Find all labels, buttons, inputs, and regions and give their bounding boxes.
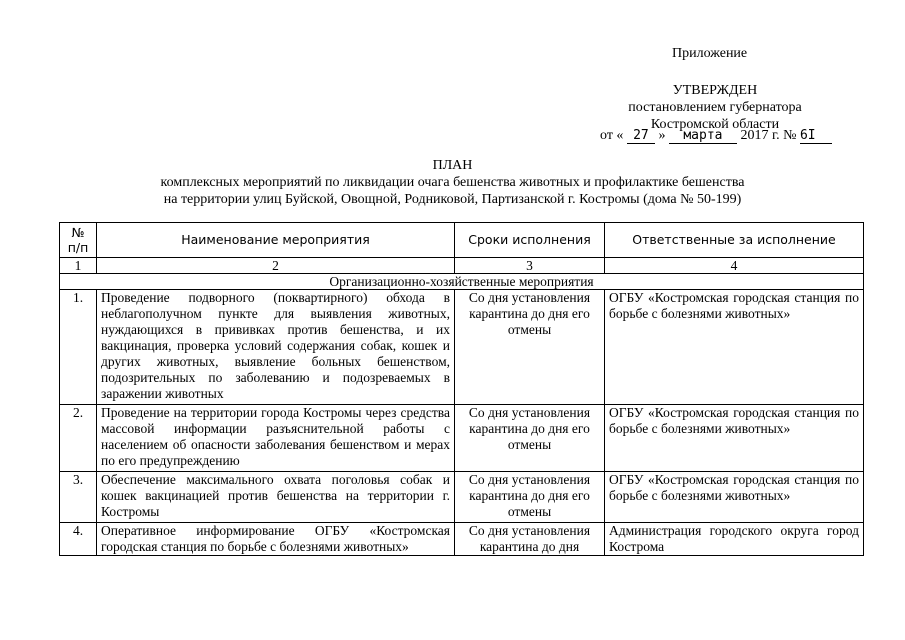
row-action: Проведение на территории города Костромы через средства массовой информации разъяснительной работы с населением об опасности заболевания бешенством и мерах по его предупреждению (97, 405, 455, 472)
row-number: 3. (60, 472, 97, 523)
row-term: Со дня установления карантина до дня его отмены (455, 405, 605, 472)
date-day: 27 (627, 128, 655, 144)
section-row (60, 274, 864, 290)
plan-title-heading: ПЛАН (432, 158, 473, 173)
section-title: Организационно-хозяйственные мероприятия (60, 274, 864, 290)
approved-heading: УТВЕРЖДЕН (672, 83, 758, 98)
row-action: Обеспечение максимального охвата поголовья собак и кошек вакцинацией против бешенства на территории г. Костромы (97, 472, 455, 523)
header-num: № п/п (60, 223, 97, 258)
row-action: Проведение подворного (поквартирного) обхода в неблагополучном пункте для выявления животных, нуждающихся в прививках против бешенства, и их вакцинация, проверка условий содержания собак, кошек и других животных, выявление больных бешенством, подозрительных по заболеванию и подозреваемых в заражении животных (97, 290, 455, 405)
row-number: 1. (60, 290, 97, 405)
row-term: Со дня установления карантина до дня (455, 523, 605, 556)
decree-line-1: постановлением губернатора (628, 100, 802, 115)
row-number: 2. (60, 405, 97, 472)
plan-title (0, 157, 905, 208)
appendix-label: Приложение (672, 46, 748, 61)
column-index: 3 (455, 258, 605, 274)
date-prefix: от « (600, 128, 624, 143)
column-index-row (60, 258, 864, 274)
plan-table (59, 222, 864, 556)
decree-line-2: Костромской области (650, 117, 780, 132)
header-name: Наименование мероприятия (97, 223, 455, 258)
date-month: марта (669, 128, 737, 144)
date-year: 2017 г. № (740, 128, 797, 143)
row-responsible: ОГБУ «Костромская городская станция по борьбе с болезнями животных» (605, 405, 864, 472)
table-row (60, 290, 864, 405)
row-responsible: Администрация городского округа город Кострома (605, 523, 864, 556)
column-index: 2 (97, 258, 455, 274)
table-row (60, 405, 864, 472)
table-row (60, 472, 864, 523)
decree-date-line (600, 128, 832, 144)
column-index: 4 (605, 258, 864, 274)
plan-title-line-3: на территории улиц Буйской, Овощной, Родниковой, Партизанской г. Костромы (дома № 50-199) (163, 192, 742, 207)
row-responsible: ОГБУ «Костромская городская станция по борьбе с болезнями животных» (605, 472, 864, 523)
row-number: 4. (60, 523, 97, 556)
decree-number: 6I (800, 128, 832, 144)
row-action: Оперативное информирование ОГБУ «Костромская городская станция по борьбе с болезнями животных» (97, 523, 455, 556)
row-responsible: ОГБУ «Костромская городская станция по борьбе с болезнями животных» (605, 290, 864, 405)
row-term: Со дня установления карантина до дня его отмены (455, 290, 605, 405)
row-term: Со дня установления карантина до дня его отмены (455, 472, 605, 523)
date-mid: » (658, 128, 666, 143)
table-header-row (60, 223, 864, 258)
column-index: 1 (60, 258, 97, 274)
plan-title-line-2: комплексных мероприятий по ликвидации очага бешенства животных и профилактике бешенства (160, 175, 745, 190)
approval-block (565, 82, 865, 133)
table-row (60, 523, 864, 556)
header-responsible: Ответственные за исполнение (605, 223, 864, 258)
header-term: Сроки исполнения (455, 223, 605, 258)
